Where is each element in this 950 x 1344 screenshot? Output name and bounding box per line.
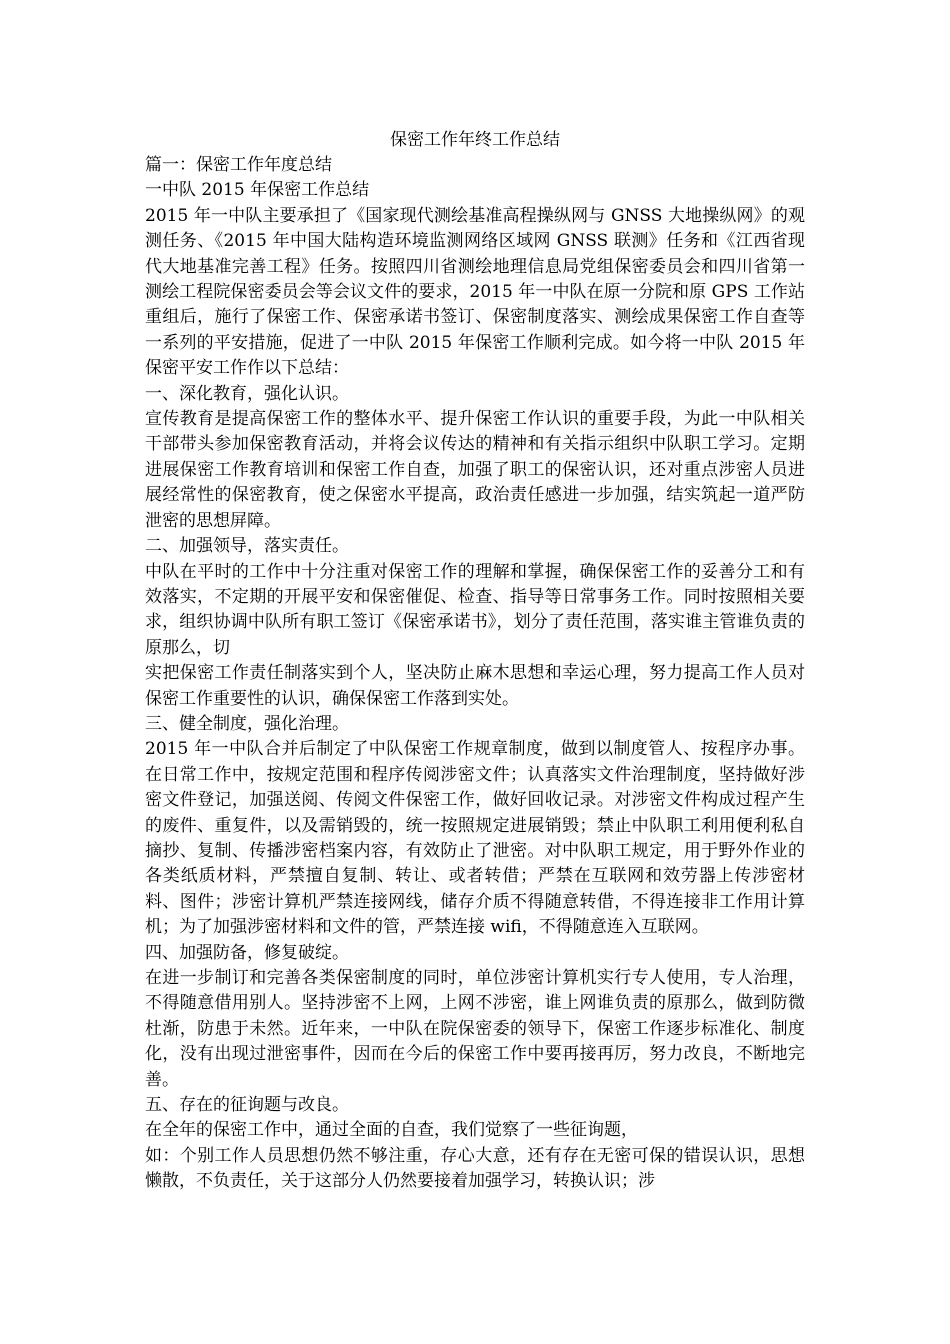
heading-3: 三、健全制度，强化治理。 [145, 713, 349, 734]
heading-1: 一、深化教育，强化认识。 [145, 383, 349, 404]
paragraph-2b: 实把保密工作责任制落实到个人，坚决防止麻木思想和幸运心理，努力提高工作人员对保密工作重要性的认识，确保保密工作落到实处。 [145, 663, 805, 709]
sub-heading: 一中队 2015 年保密工作总结 [145, 180, 370, 201]
paragraph-2a: 中队在平时的工作中十分注重对保密工作的理解和掌握，确保保密工作的妥善分工和有效落实，不定期的开展平安和保密催促、检查、指导等日常事务工作。同时按照相关要求，组织协调中队所有职工签订《保密承诺书》，划分了责任范围，落实谁主管谁负责的原那么，切 [145, 561, 805, 658]
paragraph-4: 在进一步制订和完善各类保密制度的同时，单位涉密计算机实行专人使用，专人治理，不得随意借用别人。坚持涉密不上网，上网不涉密，谁上网谁负责的原那么，做到防微杜渐，防患于未然。近年来，一中队在院保密委的领导下，保密工作逐步标准化、制度化，没有出现过泄密事件，因而在今后的保密工作中要再接再厉，努力改良，不断地完善。 [145, 968, 805, 1090]
paragraph-5b: 如：个别工作人员思想仍然不够注重，存心大意，还有存在无密可保的错误认识，思想懒散，不负责任，关于这部分人仍然要接着加强学习，转换认识；涉 [145, 1145, 805, 1192]
document-page [145, 127, 805, 1195]
heading-5: 五、存在的征询题与改良。 [145, 1095, 349, 1116]
paragraph-5a: 在全年的保密工作中，通过全面的自查，我们觉察了一些征询题， [145, 1120, 638, 1141]
section-heading: 篇一：保密工作年度总结 [145, 155, 332, 175]
heading-4: 四、加强防备，修复破绽。 [145, 942, 349, 963]
paragraph-intro: 2015 年一中队主要承担了《国家现代测绘基准高程操纵网与 GNSS 大地操纵网》的观测任务、《2015 年中国大陆构造环境监测网络区域网 GNSS 联测》任务和《江西省现代大地基准完善工程》任务。按照四川省测绘地理信息局党组保密委员会和四川省第一测绘工程院保密委员会等会议文件的要求，2015 年一中队在原一分院和原 GPS 工作站重组后，施行了保密工作、保密承诺书签订、保密制度落实、测绘成果保密工作自查等一系列的平安措施，促进了一中队 2015 年保密工作顺利完成。如今将一中队 2015 年保密平安工作作以下总结： [145, 205, 805, 379]
document-title: 保密工作年终工作总结 [390, 130, 560, 150]
heading-2: 二、加强领导，落实责任。 [145, 536, 349, 557]
paragraph-3: 2015 年一中队合并后制定了中队保密工作规章制度，做到以制度管人、按程序办事。在日常工作中，按规定范围和程序传阅涉密文件；认真落实文件治理制度，坚持做好涉密文件登记，加强送阅、传阅文件保密工作，做好回收记录。对涉密文件构成过程产生的废件、重复件，以及需销毁的，统一按照规定进展销毁；禁止中队职工利用便利私自摘抄、复制、传播涉密档案内容，有效防止了泄密。对中队职工规定，用于野外作业的各类纸质材料，严禁擅自复制、转让、或者转借；严禁在互联网和效劳器上传涉密材料、图件；涉密计算机严禁连接网线，储存介质不得随意转借，不得连接非工作用计算机；为了加强涉密材料和文件的管，严禁连接 wifi，不得随意连入互联网。 [145, 739, 805, 938]
paragraph-1: 宣传教育是提高保密工作的整体水平、提升保密工作认识的重要手段，为此一中队相关干部带头参加保密教育活动，并将会议传达的精神和有关指示组织中队职工学习。定期进展保密工作教育培训和保密工作自查，加强了职工的保密认识，还对重点涉密人员进展经常性的保密教育，使之保密水平提高，政治责任感进一步加强，结实筑起一道严防泄密的思想屏障。 [145, 409, 805, 531]
